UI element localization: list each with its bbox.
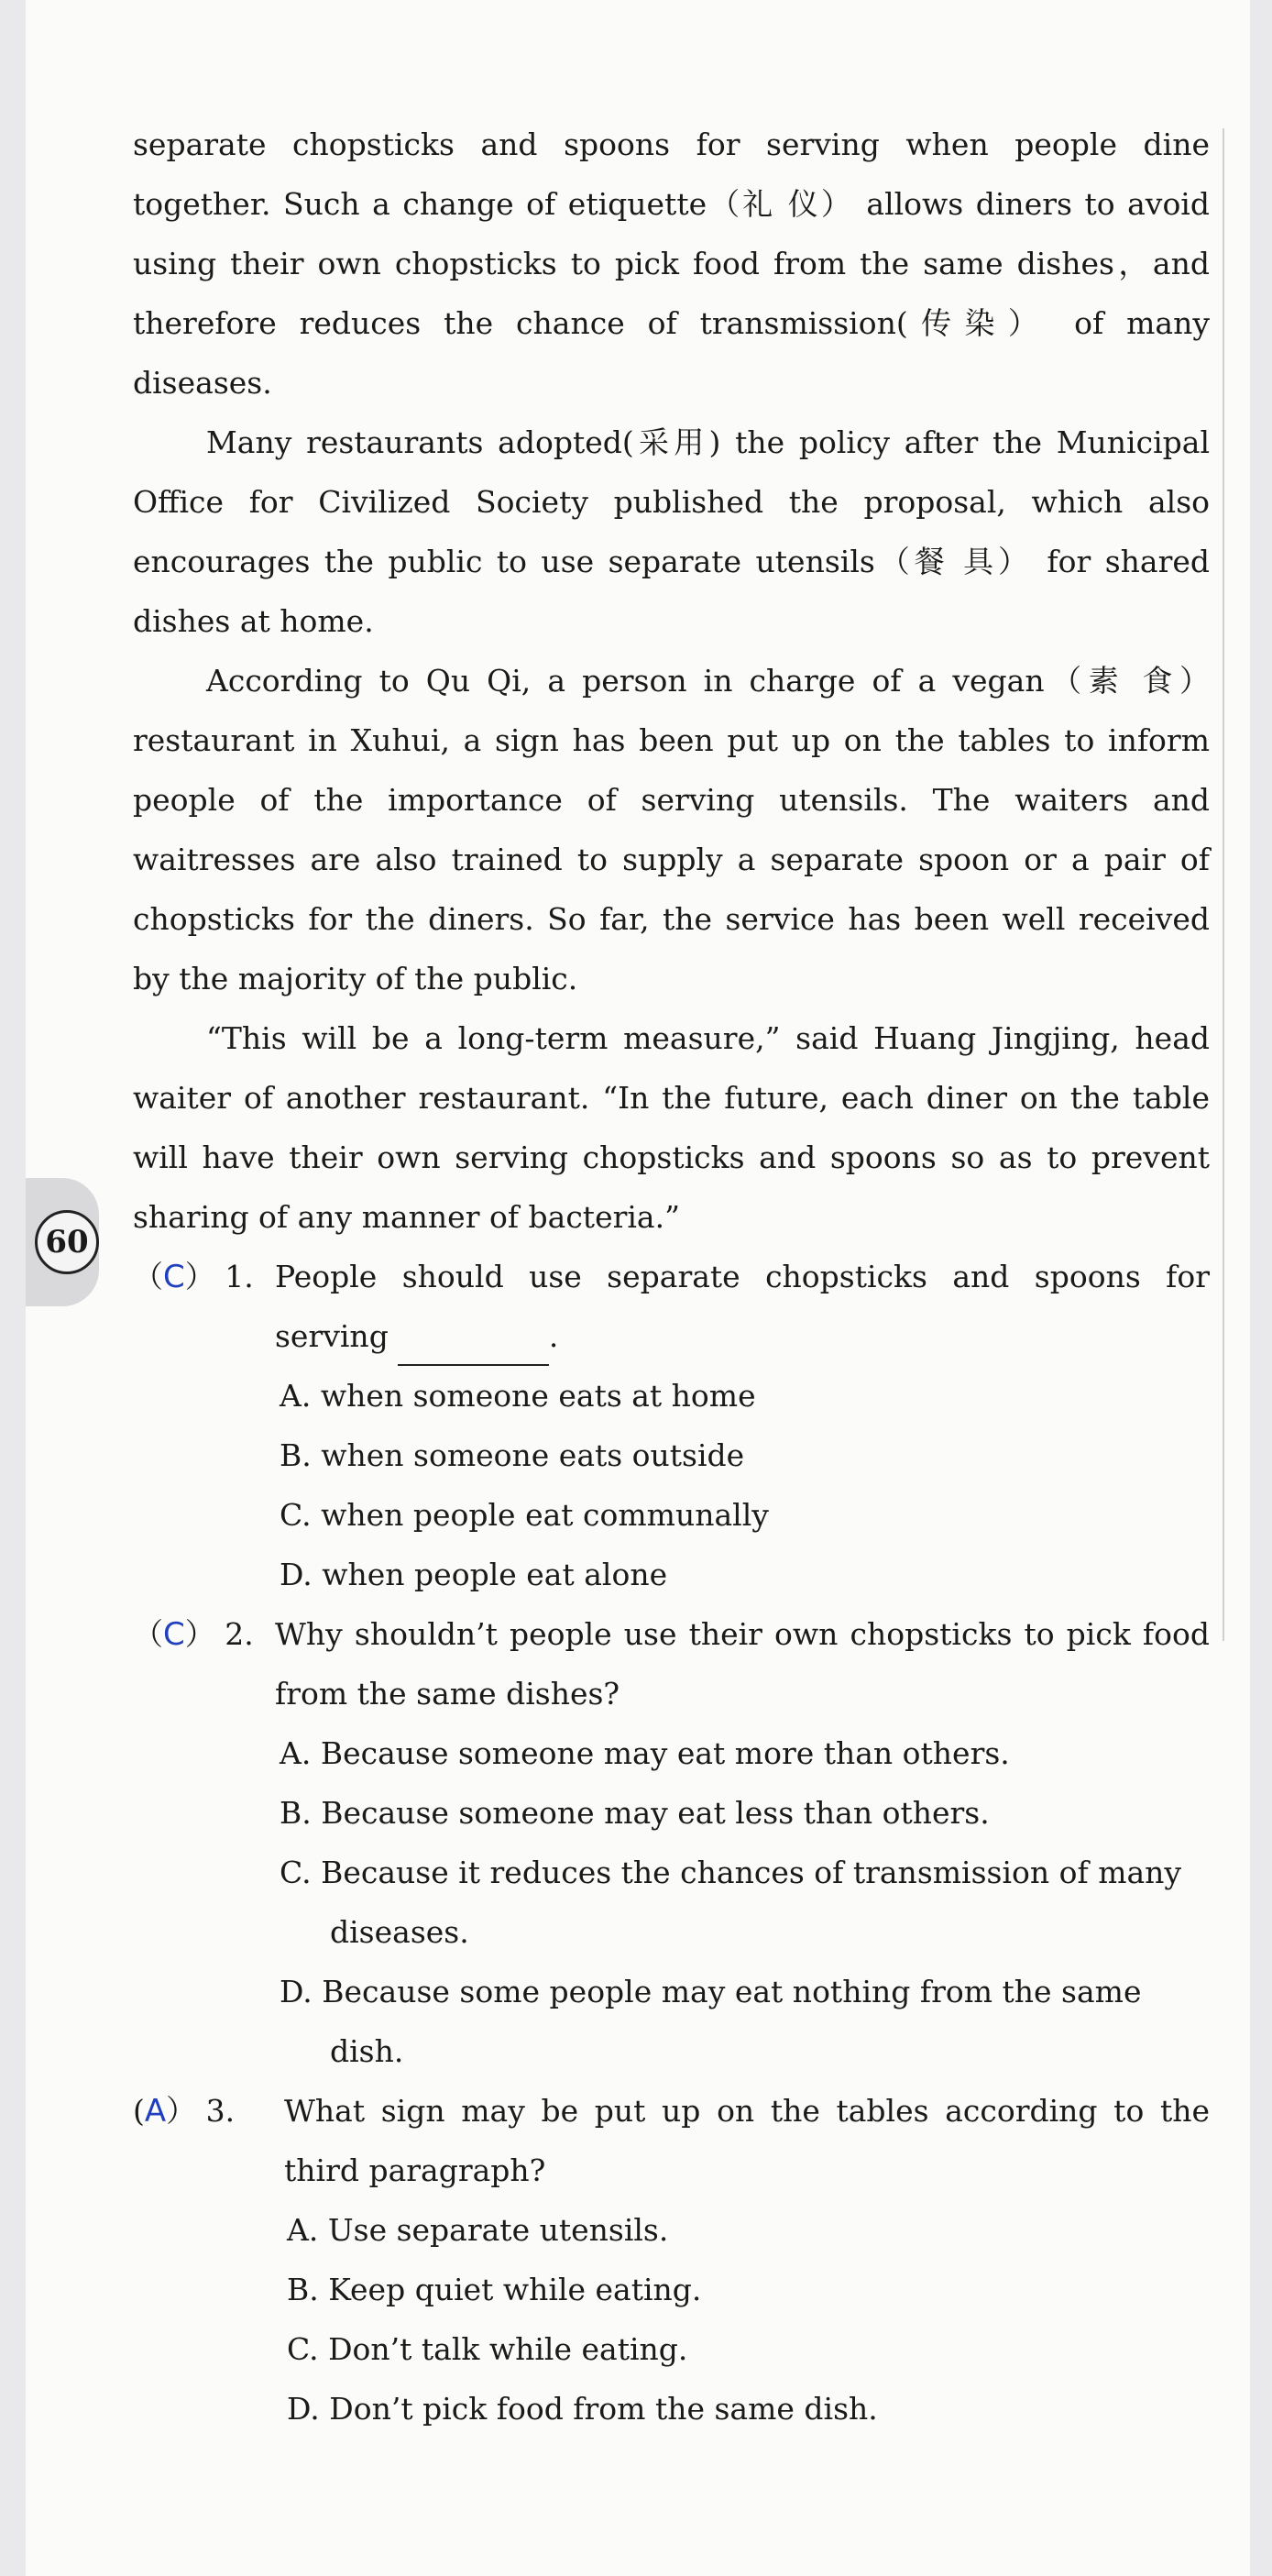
p1-line-1: separate chopsticks and spoons for serving when people dine (133, 127, 1210, 162)
q3-option-d: D. Don’t pick food from the same dish. (287, 2391, 878, 2427)
q2-option-d-cont: dish. (330, 2033, 404, 2069)
question-2 (133, 1604, 1210, 2081)
p2-line-3: encourages the public to use separate utensils（餐 具） for shared (133, 544, 1210, 579)
q2-option-a: A. Because someone may eat more than others. (280, 1735, 1010, 1771)
q3-stem-line-1: What sign may be put up on the tables according to the (284, 2093, 1210, 2129)
q2-stem-row-2 (133, 1664, 1210, 1723)
q1-answer: C (163, 1259, 185, 1295)
q1-option-b: B. when someone eats outside (280, 1437, 745, 1473)
question-3 (133, 2081, 1210, 2438)
q3-answer: A (144, 2093, 167, 2130)
page-number: 60 (35, 1210, 99, 1274)
p2-line-2: Office for Civilized Society published the proposal, which also (133, 484, 1210, 520)
p4-line-3: will have their own serving chopsticks and spoons so as to prevent (133, 1139, 1210, 1175)
q3-option-c: C. Don’t talk while eating. (287, 2331, 688, 2367)
q1-option-a: A. when someone eats at home (280, 1378, 756, 1414)
q3-number: 3. (205, 2093, 236, 2129)
p2-line-4: dishes at home. (133, 603, 374, 639)
p4-line-2: waiter of another restaurant. “In the future, each diner on the table (133, 1080, 1210, 1116)
p3-line-6: by the majority of the public. (133, 961, 578, 996)
p3-line-3: people of the importance of serving utensils. The waiters and (133, 782, 1210, 818)
p3-line-4: waitresses are also trained to supply a separate spoon or a pair of (133, 842, 1210, 877)
p4-line-1: “This will be a long-term measure,” said Huang Jingjing, head (206, 1020, 1210, 1056)
q2-stem-line-2: from the same dishes? (275, 1676, 620, 1712)
q1-option-c: C. when people eat communally (280, 1497, 769, 1533)
p1-line-2: together. Such a change of etiquette（礼 仪） allows diners to avoid (133, 186, 1210, 222)
p4-line-4: sharing of any manner of bacteria.” (133, 1199, 680, 1235)
q1-stem-row (133, 1247, 1210, 1306)
q2-number: 2. (225, 1616, 254, 1652)
q3-stem-row-2 (133, 2141, 1210, 2200)
q1-stem-row-2 (133, 1306, 1210, 1366)
q3-option-a: A. Use separate utensils. (287, 2212, 669, 2248)
q2-option-c-cont: diseases. (330, 1914, 469, 1950)
passage (133, 115, 1210, 2438)
q3-option-b: B. Keep quiet while eating. (287, 2272, 702, 2307)
p1-line-5: diseases. (133, 365, 272, 401)
q2-answer: C (163, 1616, 185, 1653)
margin-rule (1223, 128, 1224, 1641)
p1-line-4: therefore reduces the chance of transmission(传染） of many (133, 305, 1210, 341)
paragraph-4 (133, 1008, 1210, 1247)
paragraph-3 (133, 651, 1210, 1008)
p3-line-2: restaurant in Xuhui, a sign has been put up on the tables to inform (133, 722, 1210, 758)
q2-answer-slot: （C） 2. (133, 1616, 254, 1653)
q2-stem-line-1: Why shouldn’t people use their own chopsticks to pick food (275, 1616, 1210, 1652)
q1-stem-line-2: serving . (275, 1306, 1210, 1366)
q3-stem-row (133, 2081, 1210, 2141)
paragraph-2 (133, 413, 1210, 651)
q3-stem-line-2: third paragraph? (284, 2152, 546, 2188)
q2-option-b: B. Because someone may eat less than others. (280, 1795, 990, 1831)
p3-line-1: According to Qu Qi, a person in charge of a vegan（素 食） (206, 663, 1210, 699)
question-1 (133, 1247, 1210, 1604)
q1-option-d: D. when people eat alone (280, 1557, 668, 1592)
q1-blank (398, 1327, 549, 1366)
p2-line-1: Many restaurants adopted(采用) the policy after the Municipal (206, 424, 1210, 460)
q3-answer-slot: (A） 3. (133, 2093, 236, 2130)
q1-stem-line-1: People should use separate chopsticks and spoons for (275, 1259, 1210, 1294)
p3-line-5: chopsticks for the diners. So far, the service has been well received (133, 901, 1210, 937)
q2-option-d: D. Because some people may eat nothing from the same (280, 1974, 1142, 2009)
q2-option-c: C. Because it reduces the chances of transmission of many (280, 1855, 1182, 1890)
q2-stem-row (133, 1604, 1210, 1664)
q1-answer-slot: （C） 1. (133, 1259, 254, 1295)
q1-number: 1. (225, 1259, 254, 1294)
paragraph-1 (133, 115, 1210, 413)
p1-line-3: using their own chopsticks to pick food from the same dishes，and (133, 246, 1210, 281)
